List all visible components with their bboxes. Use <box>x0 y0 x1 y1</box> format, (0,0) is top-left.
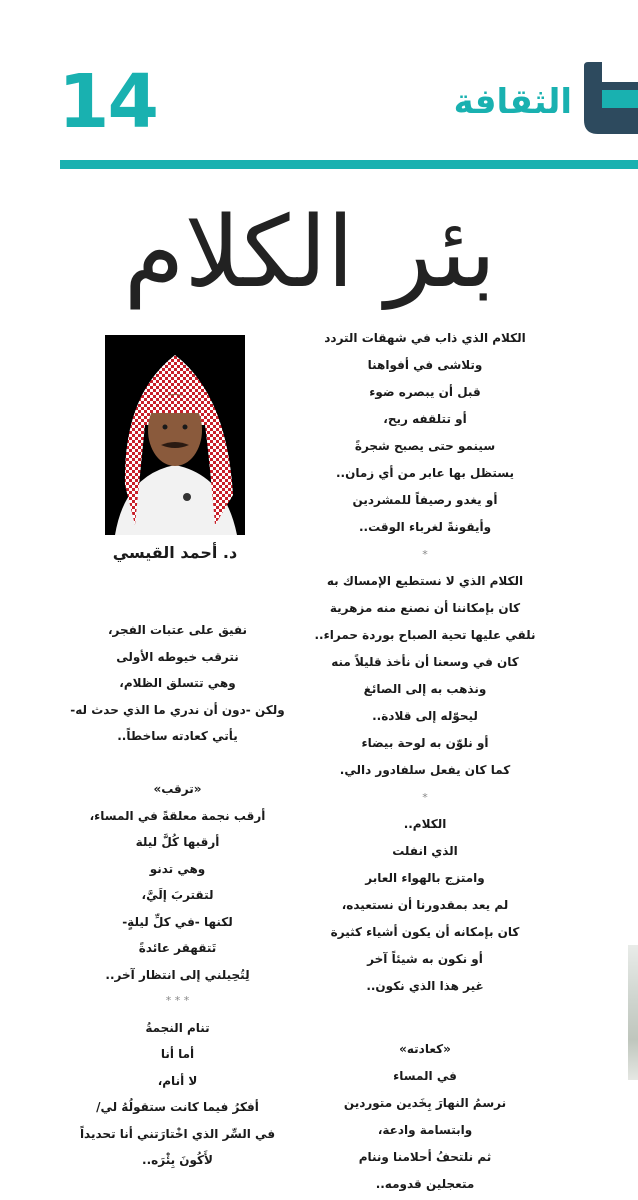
poem-line: أفكرُ فيما كانت ستقولُهُ لي/ <box>96 1100 259 1114</box>
poem-line: الكلام الذي ذاب في شهقات التردد <box>324 331 526 345</box>
poem-line: ثم نلتحفُ أحلامنا وننام <box>358 1150 492 1164</box>
page-number: 14 <box>58 59 157 145</box>
poem-line: تَتقهقر عائدةً <box>138 941 217 955</box>
poem-line: لِتُحِيلني إلى انتظار آخر.. <box>105 967 250 982</box>
poem-line: لكنها -في كلِّ ليلةٍ- <box>122 914 233 929</box>
poem-line: الذي انفلت <box>392 844 458 858</box>
poem-line: نلقي عليها تحية الصباح بوردة حمراء.. <box>314 628 536 642</box>
adjacent-photo-edge <box>628 945 638 1080</box>
poem-line: كان بإمكاننا أن نصنع منه مزهرية <box>329 601 521 615</box>
poem-line: يأتي كعادته ساخطاً.. <box>117 729 238 743</box>
newspaper-logo <box>584 62 638 134</box>
poem-line: لم يعد بمقدورنا أن نستعيده، <box>341 898 509 912</box>
poem-line: أو تتلقفه ريح، <box>383 412 467 426</box>
poem-line: يستظل بها عابر من أي زمان.. <box>335 466 515 480</box>
poem-line: لأَكُونَ بِئْرَه.. <box>142 1153 213 1167</box>
article-title: بئر الكلام <box>123 196 497 310</box>
poem-column-right <box>300 325 550 1198</box>
poem-line: في المساء <box>393 1069 457 1083</box>
poem-line: وتلاشى في أفواهنا <box>367 358 483 372</box>
poem-line: «ترقب» <box>153 782 202 796</box>
poem-line: ولكن -دون أن ندري ما الذي حدث له- <box>70 702 285 717</box>
poem-line: لتقتربَ إلَيَّ، <box>141 888 214 902</box>
poem-line: متعجلين قدومه.. <box>375 1177 475 1191</box>
poem-line: نترقب خيوطه الأولى <box>116 649 239 664</box>
poem-line: «كعادته» <box>399 1042 451 1056</box>
poem-line: نفيق على عتبات الفجر، <box>107 623 248 637</box>
poem-line: في السِّر الذي اخْتارَتني أنا تحديداً <box>79 1126 276 1141</box>
poem-line: أما أنا <box>160 1047 195 1061</box>
poem-line: تنام النجمةُ <box>145 1020 210 1035</box>
poem-line: قبل أن يبصره ضوء <box>369 385 481 399</box>
poem-line: أرقبها كُلَّ ليلة <box>135 835 220 849</box>
poem-line: الكلام الذي لا نستطيع الإمساك به <box>326 574 524 588</box>
stanza-gap <box>300 1000 550 1036</box>
poem-line: وأيقونةً لغرباء الوقت.. <box>358 520 492 534</box>
poem-line: وابتسامة وادعة، <box>377 1123 473 1137</box>
poem-line: كما كان يفعل سلفادور دالي. <box>339 763 511 777</box>
poem-line: أو يغدو رصيفاً للمشردين <box>352 493 498 507</box>
poem-line: كان في وسعنا أن نأخذ قليلاً منه <box>331 655 519 669</box>
poem-line: نرسمُ النهارَ بِخَدين متوردين <box>343 1096 507 1110</box>
section-name: الثقافة <box>453 82 572 122</box>
stanza-separator: * * * <box>165 994 190 1007</box>
poem-line: وهي تتسلق الظلام، <box>119 676 236 690</box>
stanza-separator: * <box>422 548 428 561</box>
author-photo <box>105 335 245 535</box>
poem-line: الكلام.. <box>403 817 447 831</box>
poem-line: وهي تدنو <box>149 861 206 876</box>
header-divider <box>60 160 638 169</box>
poem-line: ليحوّله إلى قلادة.. <box>372 709 478 723</box>
poem-line: أرقب نجمة معلقةً في المساء، <box>89 808 266 823</box>
poem-line: غير هذا الذي نكون.. <box>366 979 484 993</box>
poem-line: أو نكون به شيئاً آخر <box>367 952 483 966</box>
author-name: د. أحمد القيسي <box>112 543 238 562</box>
poem-line: وامتزج بالهواء العابر <box>365 871 485 885</box>
poem-line: سينمو حتى يصبح شجرةً <box>354 439 496 453</box>
stanza-separator: * <box>422 791 428 804</box>
poem-line: أو نلوّن به لوحة بيضاء <box>361 736 489 750</box>
poem-column-left <box>55 617 300 1174</box>
poem-line: ونذهب به إلى الصائغ <box>363 682 487 696</box>
poem-line: كان بإمكانه أن يكون أشياء كثيرة <box>330 925 520 939</box>
stanza-gap <box>55 750 300 777</box>
poem-line: لا أنام، <box>157 1073 198 1088</box>
